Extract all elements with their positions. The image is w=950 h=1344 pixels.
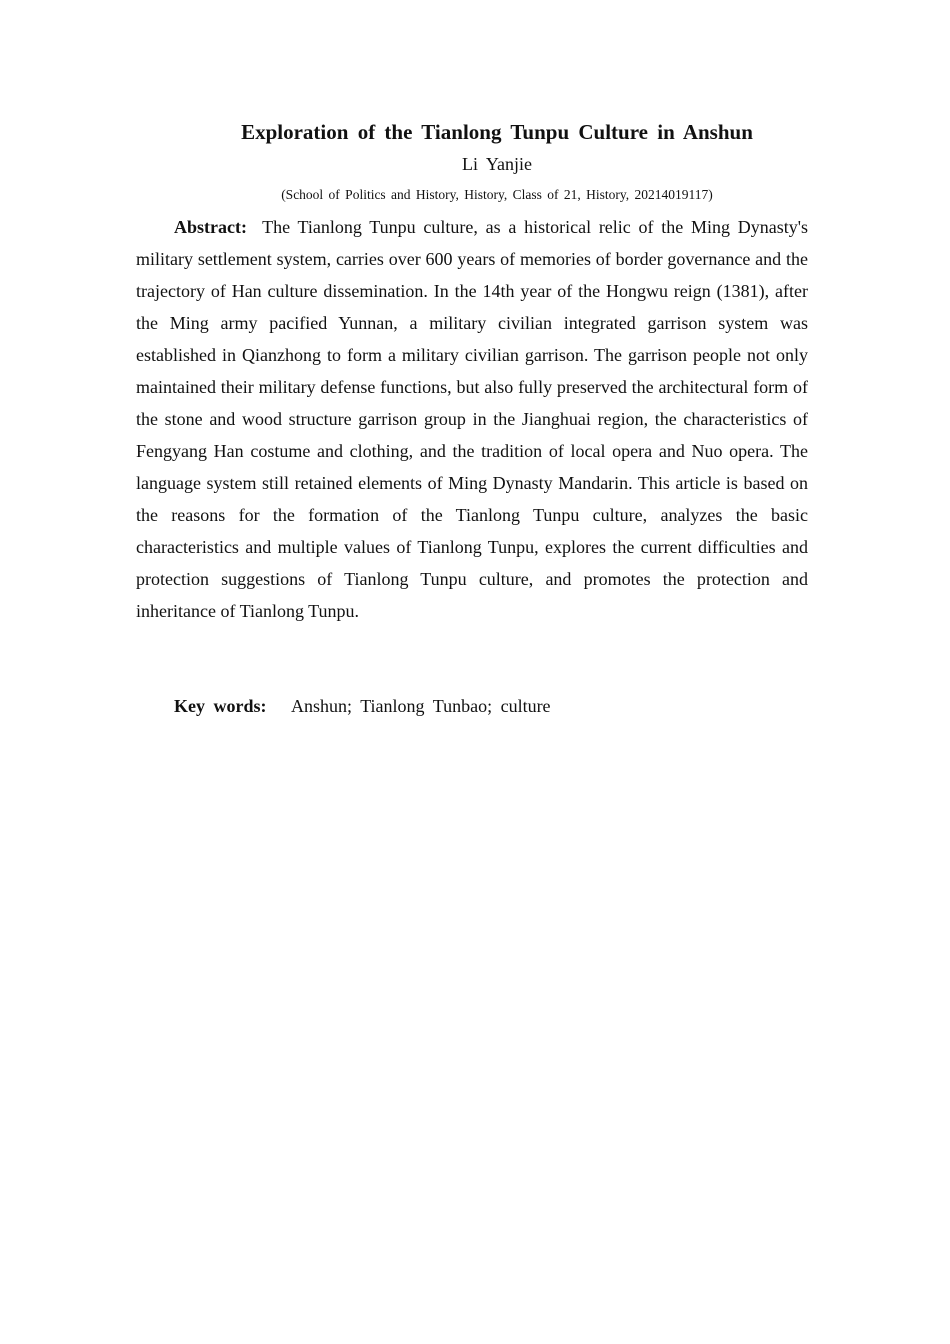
keywords-paragraph — [136, 690, 808, 722]
paper-title: Exploration of the Tianlong Tunpu Culture in Anshun — [241, 120, 753, 144]
abstract-text: The Tianlong Tunpu culture, as a historical relic of the Ming Dynasty's military settlement system, carries over 600 years of memories of border governance and the trajectory of Han culture dissemination. In the 14th year of the Hongwu reign (1381), after the Ming army pacified Yunnan, a military civilian integrated garrison system was established in Qianzhong to form a military civilian garrison. The garrison people not only maintained their military defense functions, but also fully preserved the architectural form of the stone and wood structure garrison group in the Jianghuai region, the characteristics of Fengyang Han costume and clothing, and the tradition of local opera and Nuo opera. The language system still retained elements of Ming Dynasty Mandarin. This article is based on the reasons for the formation of the Tianlong Tunpu culture, analyzes the basic characteristics and multiple values of Tianlong Tunpu, explores the current difficulties and protection suggestions of Tianlong Tunpu culture, and promotes the protection and inheritance of Tianlong Tunpu. — [136, 217, 808, 621]
author-affiliation: (School of Politics and History, History, Class of 21, History, 20214019117) — [281, 187, 713, 202]
abstract-label: Abstract: — [174, 217, 247, 237]
abstract-paragraph — [136, 211, 808, 627]
keywords-label: Key words: — [174, 696, 267, 716]
keywords-text: Anshun; Tianlong Tunbao; culture — [291, 696, 551, 716]
paper-author: Li Yanjie — [461, 154, 532, 174]
